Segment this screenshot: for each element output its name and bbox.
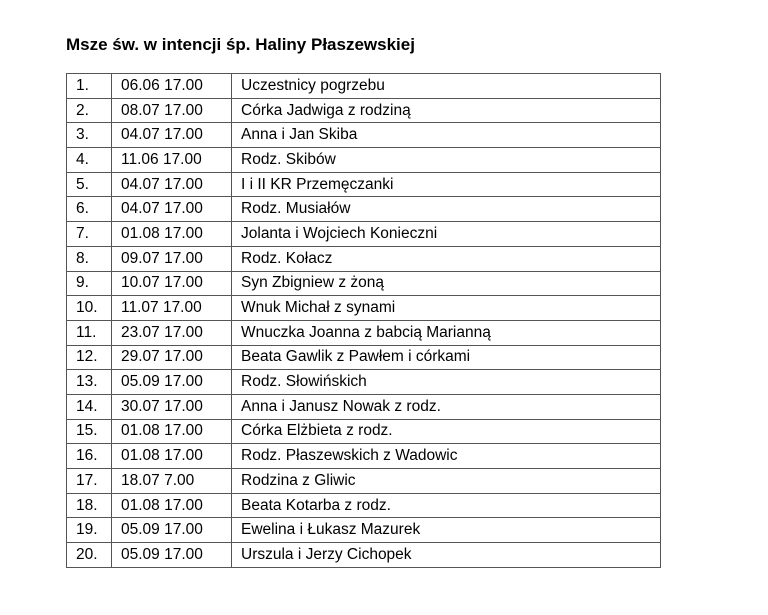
table-row [67, 394, 661, 419]
table-row [67, 222, 661, 247]
row-number: 15. [67, 419, 112, 444]
table-row [67, 493, 661, 518]
row-number: 12. [67, 345, 112, 370]
mass-date: 01.08 17.00 [112, 444, 232, 469]
mass-date: 30.07 17.00 [112, 394, 232, 419]
table-row [67, 148, 661, 173]
intention-name: Wnuczka Joanna z babcią Marianną [232, 320, 661, 345]
table-row [67, 74, 661, 99]
mass-date: 23.07 17.00 [112, 320, 232, 345]
row-number: 9. [67, 271, 112, 296]
mass-date: 01.08 17.00 [112, 493, 232, 518]
row-number: 6. [67, 197, 112, 222]
table-row [67, 296, 661, 321]
table-row [67, 271, 661, 296]
intention-name: Syn Zbigniew z żoną [232, 271, 661, 296]
mass-date: 04.07 17.00 [112, 123, 232, 148]
intention-name: Rodz. Kołacz [232, 246, 661, 271]
intention-name: Ewelina i Łukasz Mazurek [232, 518, 661, 543]
mass-date: 11.06 17.00 [112, 148, 232, 173]
table-row [67, 98, 661, 123]
mass-date: 10.07 17.00 [112, 271, 232, 296]
intention-name: Wnuk Michał z synami [232, 296, 661, 321]
mass-date: 11.07 17.00 [112, 296, 232, 321]
row-number: 10. [67, 296, 112, 321]
page-title: Msze św. w intencji śp. Haliny Płaszewskiej [66, 35, 415, 54]
mass-intentions-table [66, 73, 661, 568]
intention-name: Rodz. Słowińskich [232, 370, 661, 395]
row-number: 16. [67, 444, 112, 469]
row-number: 1. [67, 74, 112, 99]
mass-date: 06.06 17.00 [112, 74, 232, 99]
row-number: 4. [67, 148, 112, 173]
mass-date: 01.08 17.00 [112, 419, 232, 444]
table-row [67, 419, 661, 444]
row-number: 14. [67, 394, 112, 419]
row-number: 17. [67, 469, 112, 494]
table-row [67, 518, 661, 543]
mass-date: 05.09 17.00 [112, 518, 232, 543]
table-row [67, 444, 661, 469]
mass-date: 04.07 17.00 [112, 172, 232, 197]
mass-date: 08.07 17.00 [112, 98, 232, 123]
intention-name: Rodz. Musiałów [232, 197, 661, 222]
row-number: 5. [67, 172, 112, 197]
table-body [67, 74, 661, 568]
intention-name: Córka Jadwiga z rodziną [232, 98, 661, 123]
table-row [67, 123, 661, 148]
intention-name: Córka Elżbieta z rodz. [232, 419, 661, 444]
intention-name: Anna i Janusz Nowak z rodz. [232, 394, 661, 419]
mass-date: 01.08 17.00 [112, 222, 232, 247]
mass-date: 09.07 17.00 [112, 246, 232, 271]
table-row [67, 370, 661, 395]
intention-name: Urszula i Jerzy Cichopek [232, 543, 661, 568]
mass-date: 05.09 17.00 [112, 543, 232, 568]
row-number: 18. [67, 493, 112, 518]
row-number: 7. [67, 222, 112, 247]
row-number: 11. [67, 320, 112, 345]
table-row [67, 172, 661, 197]
intention-name: Jolanta i Wojciech Konieczni [232, 222, 661, 247]
table-row [67, 246, 661, 271]
table-row [67, 345, 661, 370]
mass-date: 29.07 17.00 [112, 345, 232, 370]
row-number: 8. [67, 246, 112, 271]
intention-name: I i II KR Przemęczanki [232, 172, 661, 197]
intention-name: Anna i Jan Skiba [232, 123, 661, 148]
table-row [67, 197, 661, 222]
row-number: 2. [67, 98, 112, 123]
intention-name: Rodz. Płaszewskich z Wadowic [232, 444, 661, 469]
table-row [67, 320, 661, 345]
intention-name: Beata Kotarba z rodz. [232, 493, 661, 518]
intention-name: Uczestnicy pogrzebu [232, 74, 661, 99]
table-row [67, 543, 661, 568]
intention-name: Beata Gawlik z Pawłem i córkami [232, 345, 661, 370]
row-number: 13. [67, 370, 112, 395]
mass-date: 05.09 17.00 [112, 370, 232, 395]
table-row [67, 469, 661, 494]
intention-name: Rodz. Skibów [232, 148, 661, 173]
row-number: 20. [67, 543, 112, 568]
row-number: 3. [67, 123, 112, 148]
row-number: 19. [67, 518, 112, 543]
intention-name: Rodzina z Gliwic [232, 469, 661, 494]
mass-date: 04.07 17.00 [112, 197, 232, 222]
mass-date: 18.07 7.00 [112, 469, 232, 494]
